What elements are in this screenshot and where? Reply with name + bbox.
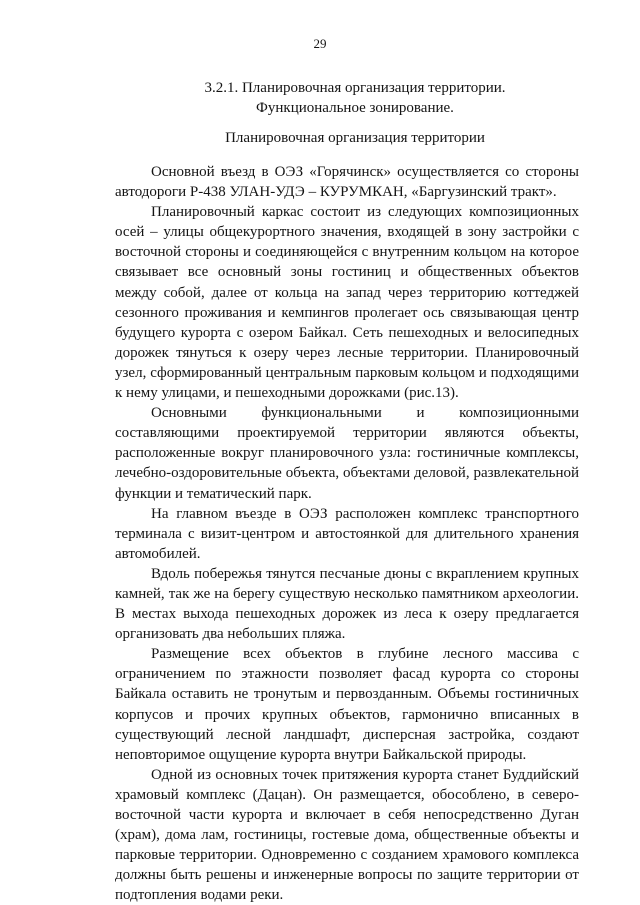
page-number: 29 <box>313 36 327 51</box>
paragraph-placement: Размещение всех объектов в глубине лесного массива с ограничением по этажности позволяет фасад курорта со стороны Байкала оставить не тронутым и первозданным. Объемы гостиничных корпусов и прочих крупных объектов, гармонично вписанных в существующий лесной ландшафт, дисперсная застройка, создают неповторимое ощущение курорта внутри Байкальской природы. <box>115 646 579 763</box>
paragraph-functional-components: Основными функциональными и композиционными составляющими проектируемой территории являются объекты, расположенные вокруг планировочного узла: гостиничные комплексы, лечебно-оздоровительные объекта, объектами деловой, развлекательной функции и тематический парк. <box>115 405 579 502</box>
paragraph-main-entrance: Основной въезд в ОЭЗ «Горячинск» осуществляется со стороны автодороги Р-438 УЛАН-УДЭ – КУРУМКАН, «Баргузинский тракт». <box>115 164 579 201</box>
paragraph-coastline: Вдоль побережья тянутся песчаные дюны с вкраплением крупных камней, так же на берегу существую несколько памятником археологии. В местах выхода пешеходных дорожек из леса к озеру предлагается организовать два небольших пляжа. <box>115 565 579 643</box>
section-heading-line-2: Функциональное зонирование. <box>256 100 454 116</box>
paragraph-transport-terminal: На главном въезде в ОЭЗ расположен комплекс транспортного терминала с визит-центром и автостоянкой для длительного хранения автомобилей. <box>115 505 579 562</box>
section-heading <box>190 78 520 118</box>
body-text <box>115 162 579 905</box>
paragraph-buddhist-complex: Одной из основных точек притяжения курорта станет Буддийский храмовый комплекс (Дацан). Он размещается, обособлено, в северо-восточной части курорта и включает в себя непосредственно Дуган (храм), дома лам, гостиницы, гостевые дома, общественные объекты и парковые территории. Одновременно с созданием храмового комплекса должны быть решены и инженерные вопросы по защите территории от подтопления водами реки. <box>115 766 579 904</box>
paragraph-planning-frame: Планировочный каркас состоит из следующих композиционных осей – улицы общекурортного значения, входящей в зону застройки с восточной стороны и соединяющейся с внутренним кольцом на которое связывает все основный зоны гостиниц и общественных объектов между собой, далее от кольца на запад через территорию коттеджей сезонного проживания и кемпингов пролегает ось связывающая центр будущего курорта с озером Байкал. Сеть пешеходных и велосипедных дорожек тянуться к озеру через лесные территории. Планировочный узел, сформированный центральным парковым кольцом и подходящими к нему улицами, и пешеходными дорожками (рис.13). <box>115 204 579 402</box>
section-heading-line-1: 3.2.1. Планировочная организация территории. <box>204 80 506 96</box>
subsection-heading: Планировочная организация территории <box>225 130 485 146</box>
